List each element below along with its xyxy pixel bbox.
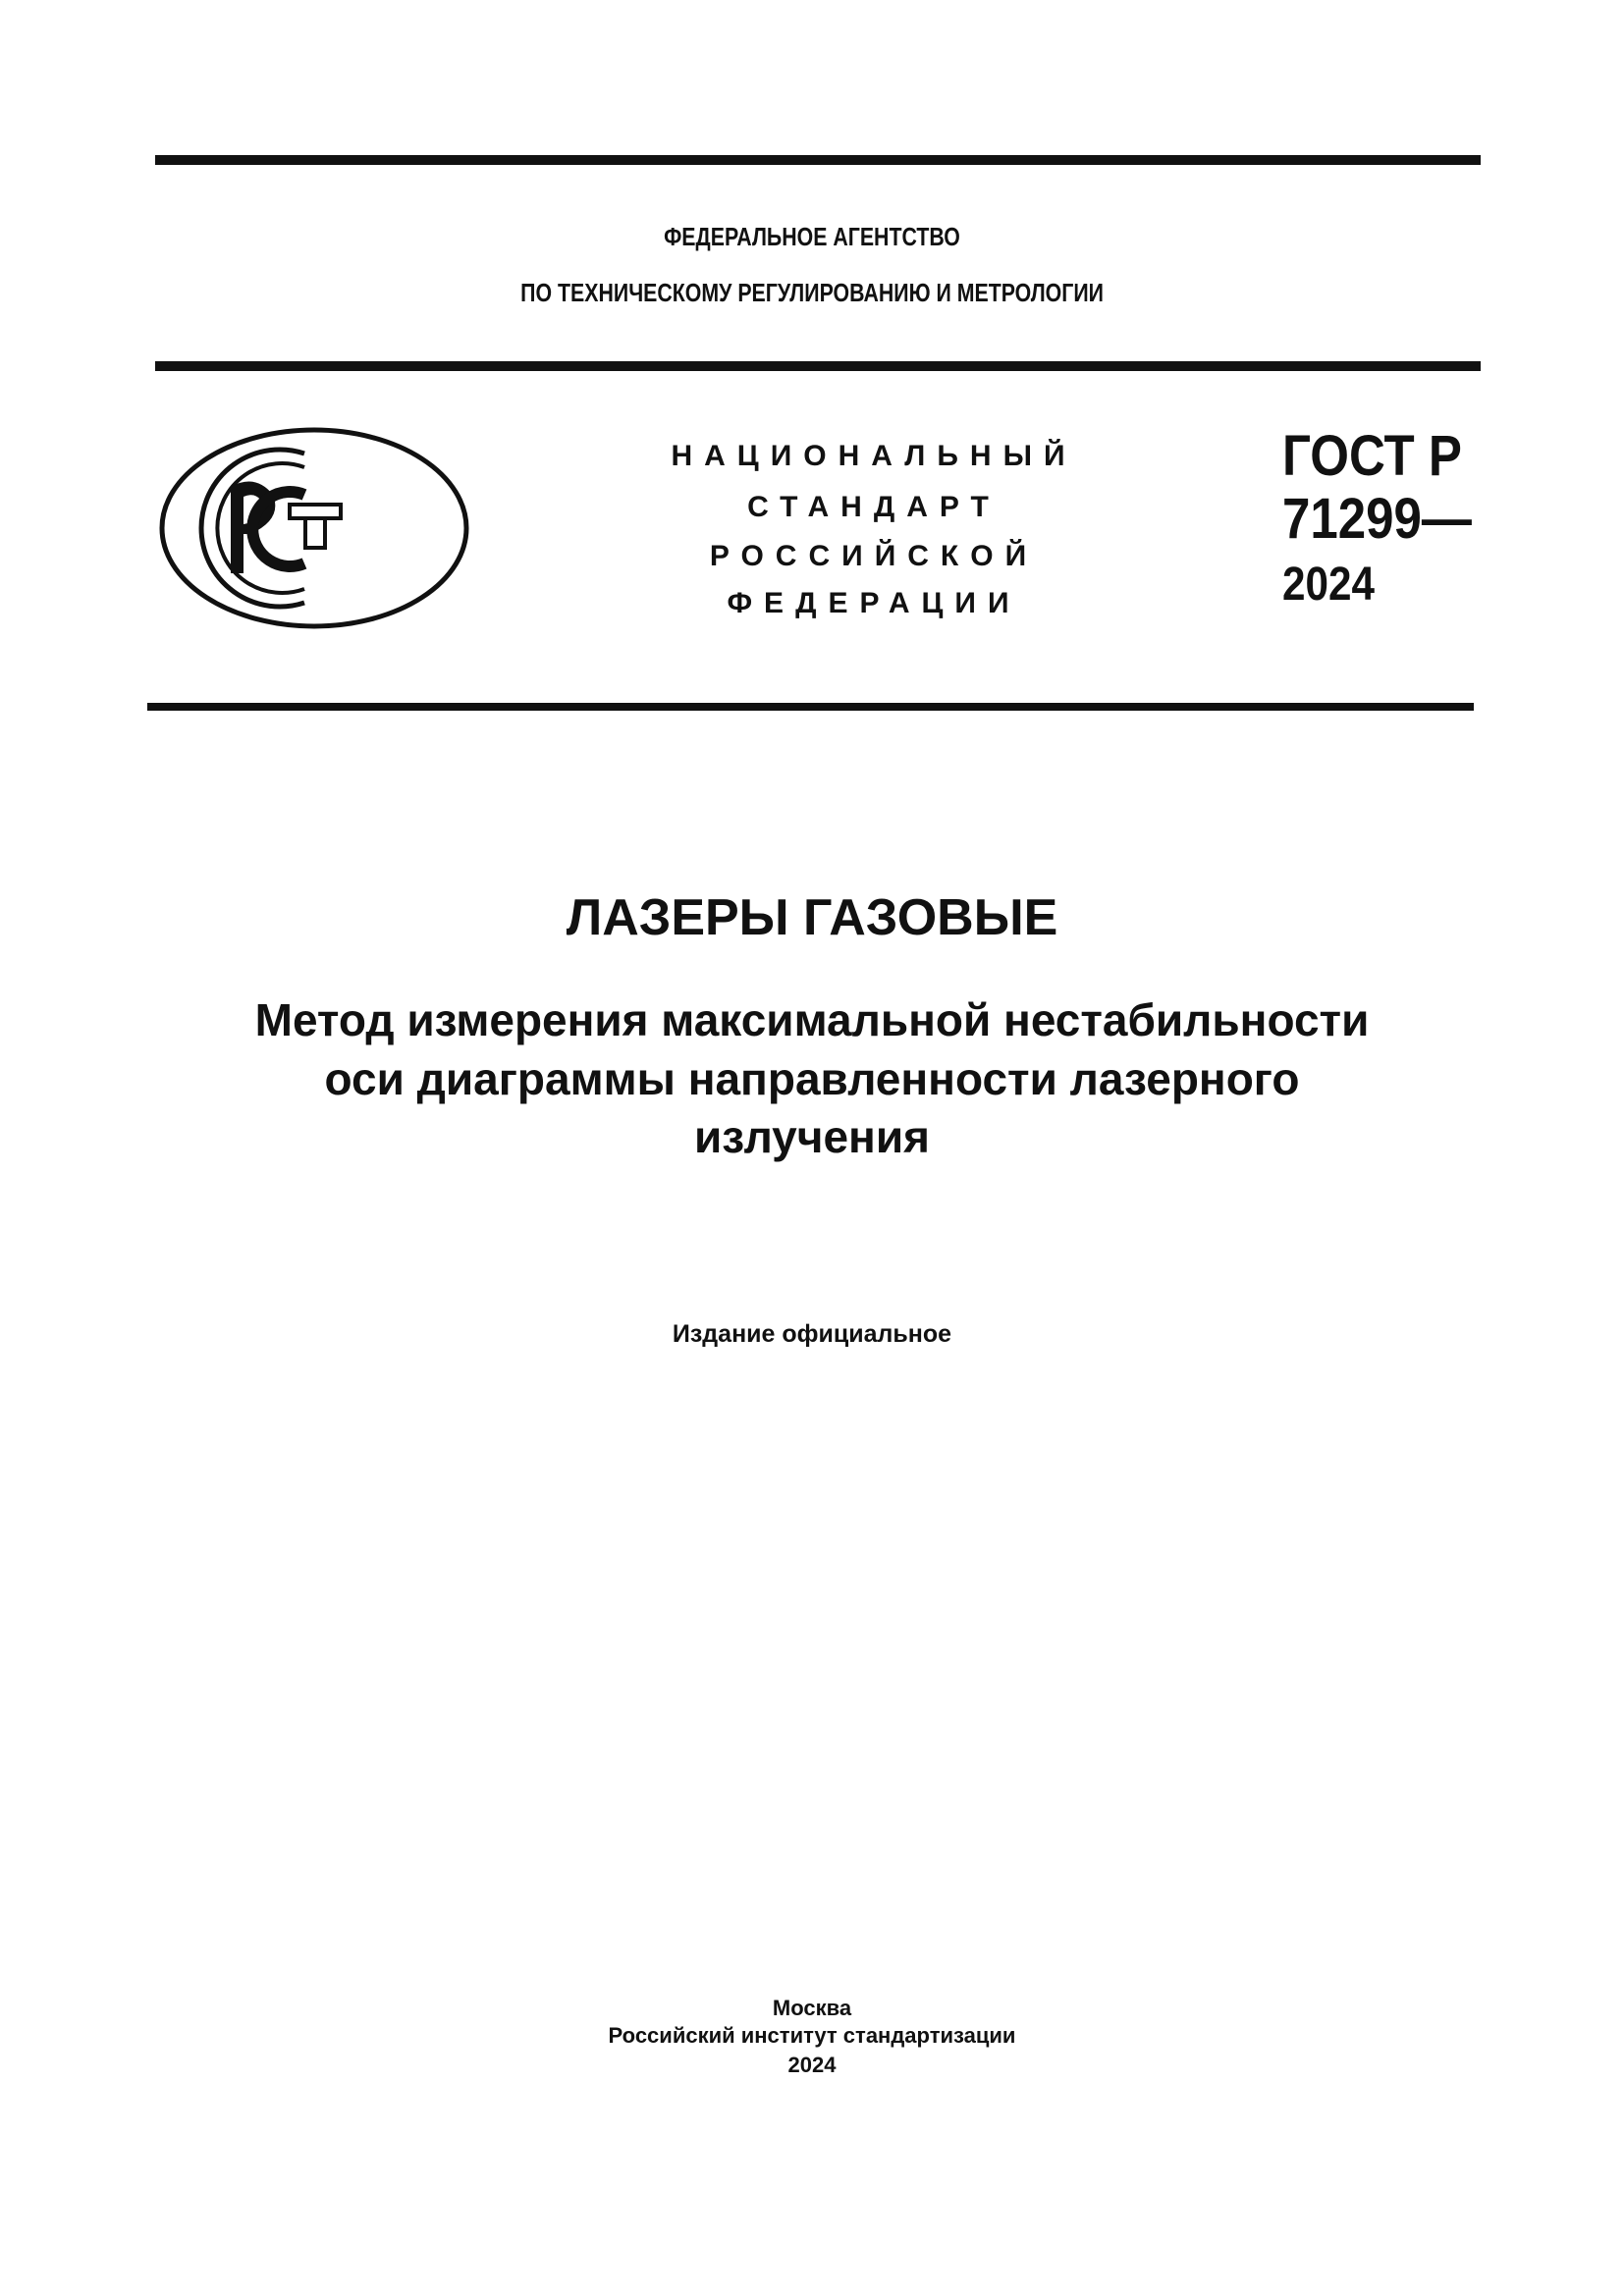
- designation-line-3: 2024: [1282, 559, 1375, 611]
- subtitle-line-2: оси диаграммы направленности лазерного: [324, 1053, 1300, 1104]
- standard-type-line-2: СТАНДАРТ: [747, 491, 1001, 523]
- rst-logo: [157, 426, 471, 630]
- subtitle-line-3: излучения: [694, 1111, 930, 1162]
- designation-line-2: 71299—: [1282, 487, 1472, 551]
- standard-type-line-4: ФЕДЕРАЦИИ: [727, 587, 1021, 619]
- designation-line-1: ГОСТ Р: [1282, 424, 1462, 488]
- document-title: ЛАЗЕРЫ ГАЗОВЫЕ: [566, 889, 1058, 946]
- standard-type-line-1: НАЦИОНАЛЬНЫЙ: [671, 440, 1077, 472]
- edition-label: Издание официальное: [672, 1320, 952, 1348]
- imprint-city: Москва: [772, 1996, 852, 2020]
- top-rule: [155, 155, 1481, 165]
- bottom-rule: [147, 703, 1474, 711]
- agency-line-2: ПО ТЕХНИЧЕСКОМУ РЕГУЛИРОВАНИЮ И МЕТРОЛОГИИ: [520, 278, 1104, 307]
- imprint-publisher: Российский институт стандартизации: [608, 2023, 1016, 2048]
- agency-line-1: ФЕДЕРАЛЬНОЕ АГЕНТСТВО: [664, 222, 960, 251]
- imprint-year: 2024: [787, 2053, 837, 2077]
- subtitle-line-1: Метод измерения максимальной нестабильности: [254, 994, 1370, 1045]
- standard-type-line-3: РОССИЙСКОЙ: [709, 540, 1039, 572]
- middle-rule: [155, 361, 1481, 371]
